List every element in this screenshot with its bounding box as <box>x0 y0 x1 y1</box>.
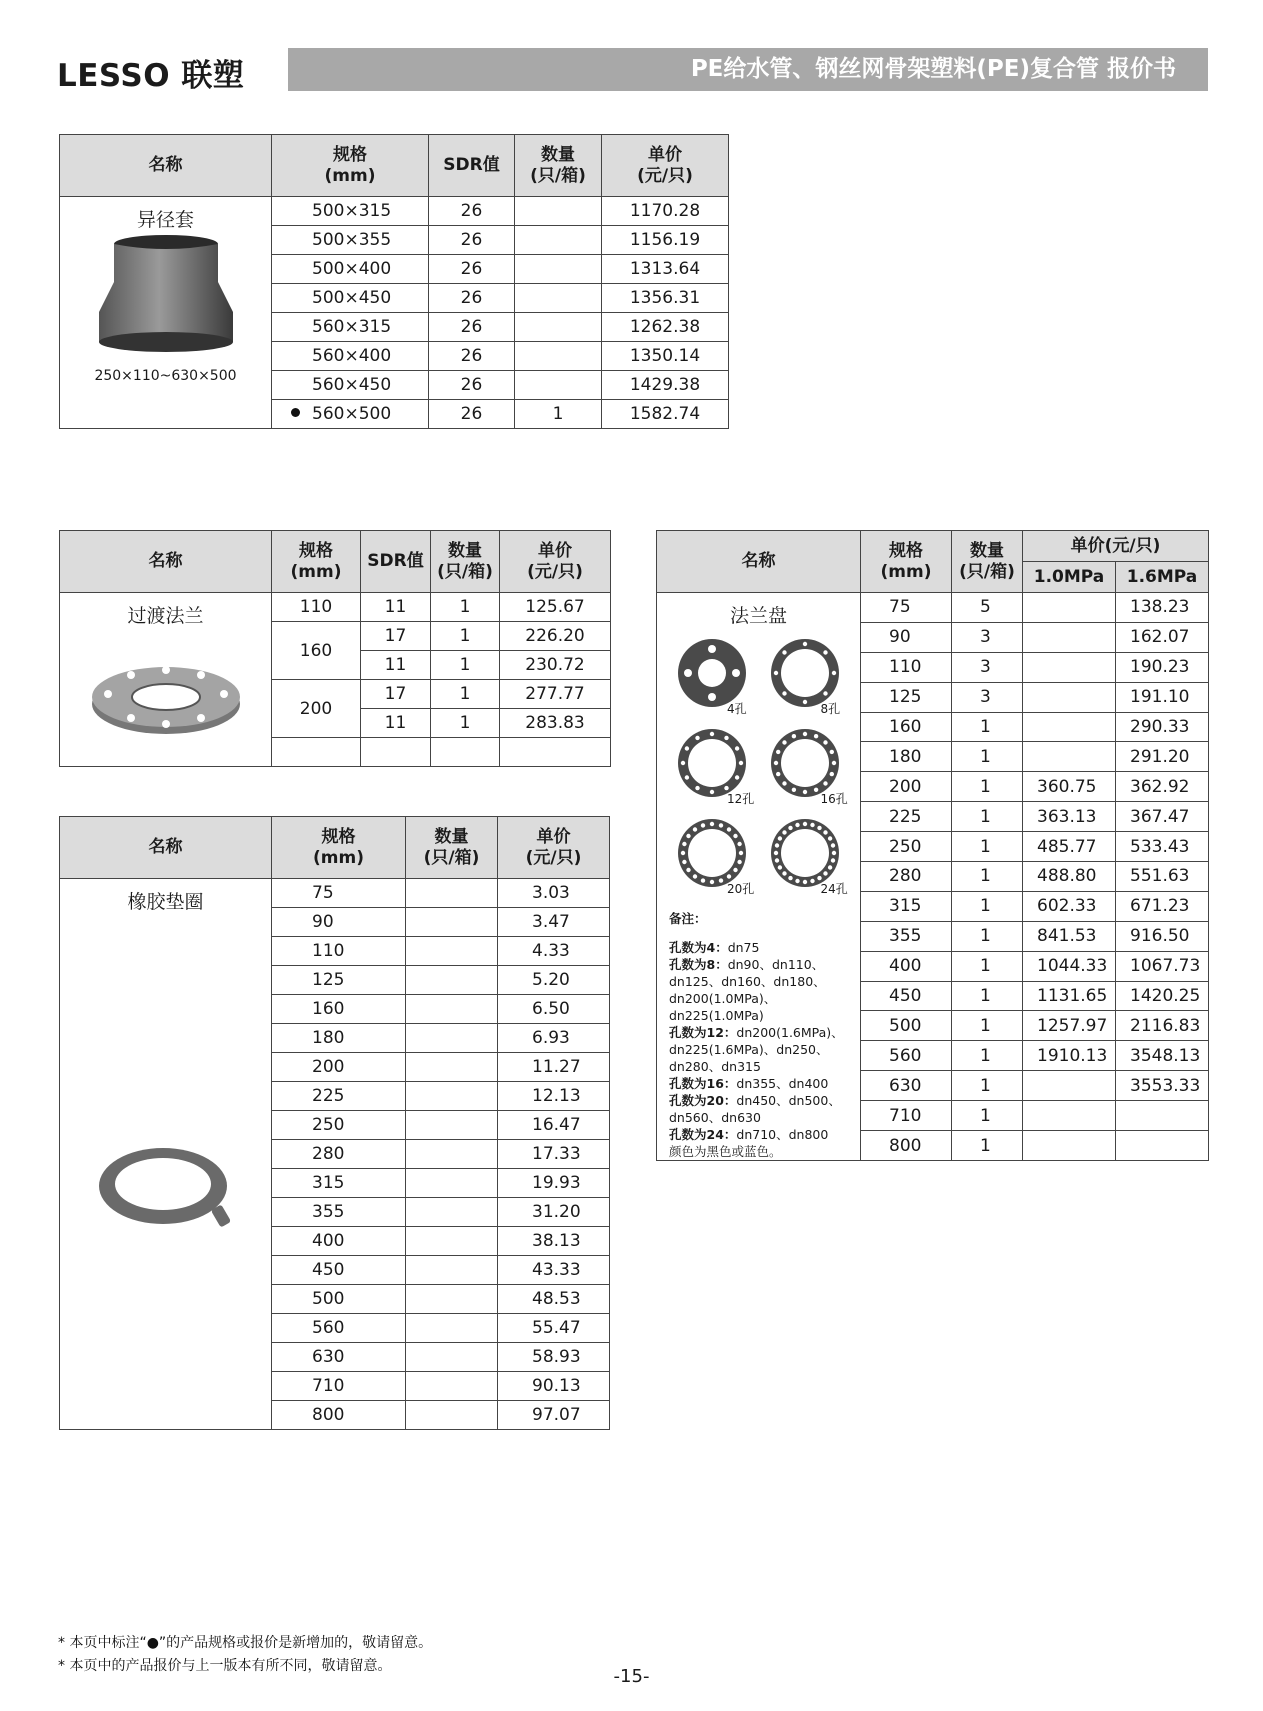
spec-cell: 125 <box>272 966 406 995</box>
qty-cell <box>406 1111 498 1140</box>
spec-cell: 710 <box>861 1101 952 1131</box>
price-cell: 4.33 <box>498 937 610 966</box>
price-cell: 1170.28 <box>602 197 729 226</box>
product-name: 过渡法兰 <box>127 605 204 627</box>
price-cell: 12.13 <box>498 1082 610 1111</box>
price-cell: 1429.38 <box>602 371 729 400</box>
qty-cell <box>406 1198 498 1227</box>
price-cell: 3.03 <box>498 879 610 908</box>
price-1-6mpa-cell: 291.20 <box>1116 742 1209 772</box>
price-cell: 230.72 <box>500 651 611 680</box>
spec-cell: 200 <box>861 772 952 802</box>
qty-cell: 1 <box>431 680 500 709</box>
col-price: 单价 (元/只) <box>498 817 610 879</box>
qty-cell: 1 <box>952 891 1023 921</box>
sdr-cell: 11 <box>361 593 431 622</box>
qty-cell: 1 <box>952 1041 1023 1071</box>
hole-count-label: 12孔 <box>727 792 755 806</box>
size-range: 250×110~630×500 <box>94 368 237 384</box>
remark-value: dn710、dn800 <box>736 1127 829 1142</box>
remark-value: dn450、dn500、dn560、dn630 <box>669 1093 841 1125</box>
spec-cell: 250 <box>272 1111 406 1140</box>
qty-cell <box>406 1024 498 1053</box>
price-cell: 1356.31 <box>602 284 729 313</box>
price-cell: 1313.64 <box>602 255 729 284</box>
spec-value: 500×355 <box>312 230 392 250</box>
price-1-6mpa-cell: 3548.13 <box>1116 1041 1209 1071</box>
price-1-0mpa-cell: 360.75 <box>1023 772 1116 802</box>
sdr-cell: 17 <box>361 622 431 651</box>
remark-value: dn200(1.6MPa)、dn225(1.6MPa)、dn250、dn280、dn315 <box>669 1025 844 1074</box>
price-cell: 3.47 <box>498 908 610 937</box>
spec-cell <box>272 342 429 371</box>
spec-cell: 355 <box>861 921 952 951</box>
qty-cell <box>406 995 498 1024</box>
price-cell: 277.77 <box>500 680 611 709</box>
qty-cell: 1 <box>952 772 1023 802</box>
price-1-6mpa-cell: 1067.73 <box>1116 951 1209 981</box>
empty-cell <box>500 738 611 767</box>
spec-cell: 280 <box>272 1140 406 1169</box>
qty-cell: 1 <box>952 921 1023 951</box>
qty-cell: 1 <box>515 400 602 429</box>
qty-cell <box>406 1372 498 1401</box>
price-cell: 125.67 <box>500 593 611 622</box>
qty-cell <box>515 313 602 342</box>
col-spec: 规格 (mm) <box>272 135 429 197</box>
qty-cell: 1 <box>952 951 1023 981</box>
price-1-6mpa-cell: 551.63 <box>1116 862 1209 892</box>
col-sdr: SDR值 <box>361 531 431 593</box>
price-1-0mpa-cell: 1131.65 <box>1023 981 1116 1011</box>
spec-cell: 200 <box>272 680 361 738</box>
col-spec: 规格 (mm) <box>861 531 952 593</box>
price-1-6mpa-cell: 3553.33 <box>1116 1071 1209 1101</box>
col-spec: 规格 (mm) <box>272 531 361 593</box>
col-qty: 数量 (只/箱) <box>515 135 602 197</box>
sdr-cell: 26 <box>429 197 515 226</box>
qty-cell: 1 <box>431 622 500 651</box>
qty-cell <box>515 226 602 255</box>
qty-cell: 1 <box>952 802 1023 832</box>
spec-cell: 160 <box>272 995 406 1024</box>
spec-cell <box>272 313 429 342</box>
qty-cell: 1 <box>952 1101 1023 1131</box>
qty-cell: 1 <box>952 832 1023 862</box>
price-1-0mpa-cell: 1044.33 <box>1023 951 1116 981</box>
spec-cell: 160 <box>272 622 361 680</box>
col-name: 名称 <box>60 817 272 879</box>
new-item-bullet-icon <box>291 408 300 417</box>
empty-cell <box>431 738 500 767</box>
hole-count-label: 20孔 <box>727 882 755 896</box>
price-1-0mpa-cell <box>1023 622 1116 652</box>
spec-cell: 280 <box>861 862 952 892</box>
sdr-cell: 26 <box>429 400 515 429</box>
spec-cell: 500 <box>272 1285 406 1314</box>
document-title: PE给水管、钢丝网骨架塑料(PE)复合管 报价书 <box>288 48 1208 91</box>
price-cell: 58.93 <box>498 1343 610 1372</box>
spec-cell: 250 <box>861 832 952 862</box>
spec-cell: 125 <box>861 682 952 712</box>
flange-20-hole-image <box>675 816 749 890</box>
price-cell: 1156.19 <box>602 226 729 255</box>
price-cell: 31.20 <box>498 1198 610 1227</box>
price-1-0mpa-cell: 1910.13 <box>1023 1041 1116 1071</box>
remarks <box>657 910 860 1160</box>
price-cell: 55.47 <box>498 1314 610 1343</box>
spec-cell: 90 <box>272 908 406 937</box>
price-cell: 19.93 <box>498 1169 610 1198</box>
spec-cell <box>272 371 429 400</box>
flange-16-hole-image <box>768 726 842 800</box>
price-1-6mpa-cell: 290.33 <box>1116 712 1209 742</box>
remark-key: 孔数为4： <box>669 940 728 955</box>
lesso-logo: LESSO 联塑 <box>57 58 245 94</box>
empty-cell <box>361 738 431 767</box>
spec-cell: 560 <box>861 1041 952 1071</box>
price-cell: 226.20 <box>500 622 611 651</box>
col-qty: 数量 (只/箱) <box>952 531 1023 593</box>
qty-cell <box>406 1343 498 1372</box>
rubber-gasket-table <box>59 816 610 1430</box>
flange-variant <box>665 636 759 720</box>
spec-cell <box>272 284 429 313</box>
spec-value: 560×400 <box>312 346 392 366</box>
qty-cell <box>515 197 602 226</box>
qty-cell <box>515 371 602 400</box>
price-1-6mpa-cell <box>1116 1131 1209 1161</box>
remark-value: dn355、dn400 <box>736 1076 829 1091</box>
col-qty: 数量 (只/箱) <box>431 531 500 593</box>
flange-12-hole-image <box>675 726 749 800</box>
spec-cell: 500 <box>861 1011 952 1041</box>
hole-count-label: 16孔 <box>820 792 848 806</box>
price-cell: 90.13 <box>498 1372 610 1401</box>
remarks-title: 备注： <box>669 911 707 926</box>
price-1-0mpa-cell <box>1023 1101 1116 1131</box>
transition-flange-table <box>59 530 611 767</box>
table-row <box>657 593 1209 623</box>
col-price-1-6mpa: 1.6MPa <box>1116 562 1209 593</box>
product-cell <box>60 197 272 429</box>
price-cell: 11.27 <box>498 1053 610 1082</box>
price-1-6mpa-cell: 362.92 <box>1116 772 1209 802</box>
remark-line <box>669 1024 848 1075</box>
remark-value: dn75 <box>727 940 760 955</box>
product-name: 异径套 <box>136 209 194 231</box>
price-cell: 5.20 <box>498 966 610 995</box>
col-price: 单价(元/只) <box>1023 531 1209 562</box>
qty-cell: 1 <box>952 862 1023 892</box>
remark-key: 孔数为20： <box>669 1093 737 1108</box>
flange-8-hole-image <box>768 636 842 710</box>
remark-key: 孔数为24： <box>669 1127 737 1142</box>
price-1-0mpa-cell: 841.53 <box>1023 921 1116 951</box>
spec-cell <box>272 255 429 284</box>
price-cell: 1262.38 <box>602 313 729 342</box>
qty-cell: 1 <box>952 712 1023 742</box>
remark-key: 孔数为16： <box>669 1076 737 1091</box>
qty-cell <box>406 1227 498 1256</box>
price-1-0mpa-cell <box>1023 652 1116 682</box>
flange-variant <box>665 816 759 900</box>
price-1-6mpa-cell: 162.07 <box>1116 622 1209 652</box>
flange-variant <box>759 816 853 900</box>
qty-cell <box>406 908 498 937</box>
sdr-cell: 26 <box>429 342 515 371</box>
spec-value: 560×315 <box>312 317 392 337</box>
price-cell: 38.13 <box>498 1227 610 1256</box>
spec-cell: 315 <box>861 891 952 921</box>
sdr-cell: 26 <box>429 313 515 342</box>
price-1-6mpa-cell: 1420.25 <box>1116 981 1209 1011</box>
remark-line <box>669 939 848 956</box>
spec-cell: 110 <box>272 593 361 622</box>
qty-cell: 3 <box>952 682 1023 712</box>
empty-cell <box>272 738 361 767</box>
footnote-price-change: * 本页中的产品报价与上一版本有所不同，敬请留意。 <box>58 1658 392 1674</box>
flange-variant <box>665 726 759 810</box>
qty-cell: 1 <box>952 1131 1023 1161</box>
qty-cell <box>406 1314 498 1343</box>
sdr-cell: 11 <box>361 651 431 680</box>
qty-cell <box>515 255 602 284</box>
price-1-6mpa-cell: 191.10 <box>1116 682 1209 712</box>
spec-cell: 315 <box>272 1169 406 1198</box>
qty-cell <box>406 937 498 966</box>
hole-count-label: 4孔 <box>727 702 747 716</box>
col-price: 单价 (元/只) <box>500 531 611 593</box>
spec-cell: 200 <box>272 1053 406 1082</box>
qty-cell <box>406 1053 498 1082</box>
spec-cell: 450 <box>861 981 952 1011</box>
flange-plate-table <box>656 530 1209 1161</box>
sdr-cell: 26 <box>429 371 515 400</box>
price-1-0mpa-cell: 363.13 <box>1023 802 1116 832</box>
remark-value: 颜色为黑色或蓝色。 <box>669 1144 782 1159</box>
spec-cell <box>272 197 429 226</box>
spec-cell: 800 <box>272 1401 406 1430</box>
page-number: -15- <box>613 1666 650 1687</box>
spec-cell: 180 <box>272 1024 406 1053</box>
price-1-6mpa-cell: 190.23 <box>1116 652 1209 682</box>
spec-cell: 355 <box>272 1198 406 1227</box>
qty-cell <box>406 966 498 995</box>
spec-cell: 110 <box>861 652 952 682</box>
sdr-cell: 17 <box>361 680 431 709</box>
qty-cell <box>406 1285 498 1314</box>
price-1-0mpa-cell: 602.33 <box>1023 891 1116 921</box>
col-price: 单价 (元/只) <box>602 135 729 197</box>
qty-cell: 1 <box>952 1071 1023 1101</box>
spec-value: 500×400 <box>312 259 392 279</box>
price-1-0mpa-cell <box>1023 742 1116 772</box>
reducer-table <box>59 134 729 429</box>
col-price-1-0mpa: 1.0MPa <box>1023 562 1116 593</box>
col-name: 名称 <box>60 531 272 593</box>
price-cell: 1582.74 <box>602 400 729 429</box>
qty-cell <box>406 1169 498 1198</box>
remark-line <box>669 1075 848 1092</box>
remark-key: 孔数为8： <box>669 957 728 972</box>
price-cell: 48.53 <box>498 1285 610 1314</box>
qty-cell: 3 <box>952 622 1023 652</box>
price-1-0mpa-cell <box>1023 1071 1116 1101</box>
qty-cell <box>406 1401 498 1430</box>
col-spec: 规格 (mm) <box>272 817 406 879</box>
remark-value: dn90、dn110、dn125、dn160、dn180、dn200(1.0MPa)、dn225(1.0MPa) <box>669 957 826 1023</box>
col-qty: 数量 (只/箱) <box>406 817 498 879</box>
spec-cell: 110 <box>272 937 406 966</box>
qty-cell: 3 <box>952 652 1023 682</box>
spec-cell: 560 <box>272 1314 406 1343</box>
price-cell: 43.33 <box>498 1256 610 1285</box>
sdr-cell: 11 <box>361 709 431 738</box>
qty-cell: 5 <box>952 593 1023 623</box>
price-1-6mpa-cell: 367.47 <box>1116 802 1209 832</box>
footnote-new-items: * 本页中标注“●”的产品规格或报价是新增加的，敬请留意。 <box>58 1635 433 1651</box>
spec-value: 560×450 <box>312 375 392 395</box>
price-1-0mpa-cell <box>1023 593 1116 623</box>
price-1-0mpa-cell <box>1023 1131 1116 1161</box>
price-1-0mpa-cell: 485.77 <box>1023 832 1116 862</box>
table-row <box>60 879 610 908</box>
spec-cell: 225 <box>861 802 952 832</box>
price-cell: 6.50 <box>498 995 610 1024</box>
price-1-6mpa-cell: 671.23 <box>1116 891 1209 921</box>
hole-count-label: 24孔 <box>820 882 848 896</box>
remark-line <box>669 1143 848 1160</box>
flange-4-hole-image <box>675 636 749 710</box>
product-cell <box>60 593 272 767</box>
price-1-0mpa-cell: 488.80 <box>1023 862 1116 892</box>
product-name: 法兰盘 <box>729 605 787 627</box>
product-cell <box>60 879 272 1430</box>
remark-line <box>669 1126 848 1143</box>
qty-cell <box>406 1256 498 1285</box>
price-1-6mpa-cell: 533.43 <box>1116 832 1209 862</box>
price-cell: 16.47 <box>498 1111 610 1140</box>
price-1-0mpa-cell <box>1023 682 1116 712</box>
col-name: 名称 <box>657 531 861 593</box>
spec-cell: 75 <box>272 879 406 908</box>
spec-cell: 160 <box>861 712 952 742</box>
spec-cell: 90 <box>861 622 952 652</box>
spec-cell: 800 <box>861 1131 952 1161</box>
remark-line <box>669 1092 848 1126</box>
price-1-6mpa-cell: 916.50 <box>1116 921 1209 951</box>
spec-cell: 225 <box>272 1082 406 1111</box>
flange-24-hole-image <box>768 816 842 890</box>
col-sdr: SDR值 <box>429 135 515 197</box>
qty-cell <box>515 284 602 313</box>
spec-value: 500×450 <box>312 288 392 308</box>
qty-cell: 1 <box>952 981 1023 1011</box>
qty-cell <box>406 879 498 908</box>
spec-value: 560×500 <box>312 404 392 424</box>
spec-cell: 450 <box>272 1256 406 1285</box>
spec-cell <box>272 226 429 255</box>
qty-cell: 1 <box>431 709 500 738</box>
spec-cell: 75 <box>861 593 952 623</box>
spec-cell: 710 <box>272 1372 406 1401</box>
spec-cell: 630 <box>861 1071 952 1101</box>
price-cell: 283.83 <box>500 709 611 738</box>
qty-cell: 1 <box>431 651 500 680</box>
spec-cell: 180 <box>861 742 952 772</box>
sdr-cell: 26 <box>429 226 515 255</box>
col-name: 名称 <box>60 135 272 197</box>
flange-variant <box>759 726 853 810</box>
qty-cell <box>406 1082 498 1111</box>
spec-cell: 400 <box>272 1227 406 1256</box>
price-1-6mpa-cell <box>1116 1101 1209 1131</box>
reducer-image <box>91 232 241 362</box>
price-1-0mpa-cell <box>1023 712 1116 742</box>
price-cell: 17.33 <box>498 1140 610 1169</box>
sdr-cell: 26 <box>429 284 515 313</box>
price-1-6mpa-cell: 2116.83 <box>1116 1011 1209 1041</box>
flange-variant <box>759 636 853 720</box>
qty-cell: 1 <box>952 1011 1023 1041</box>
price-cell: 1350.14 <box>602 342 729 371</box>
sdr-cell: 26 <box>429 255 515 284</box>
flange-images-grid <box>657 628 860 900</box>
spec-cell: 630 <box>272 1343 406 1372</box>
table-row <box>60 593 611 622</box>
price-cell: 97.07 <box>498 1401 610 1430</box>
qty-cell: 1 <box>952 742 1023 772</box>
product-name: 橡胶垫圈 <box>127 891 204 913</box>
rubber-gasket-image <box>91 1134 241 1244</box>
spec-value: 500×315 <box>312 201 392 221</box>
spec-cell <box>272 400 429 429</box>
remark-key: 孔数为12： <box>669 1025 737 1040</box>
qty-cell <box>515 342 602 371</box>
spec-cell: 400 <box>861 951 952 981</box>
transition-flange-image <box>86 642 246 752</box>
qty-cell: 1 <box>431 593 500 622</box>
product-cell <box>657 593 861 1161</box>
hole-count-label: 8孔 <box>820 702 841 716</box>
price-1-6mpa-cell: 138.23 <box>1116 593 1209 623</box>
table-row <box>60 197 729 226</box>
qty-cell <box>406 1140 498 1169</box>
price-cell: 6.93 <box>498 1024 610 1053</box>
remark-line <box>669 956 848 1024</box>
price-1-0mpa-cell: 1257.97 <box>1023 1011 1116 1041</box>
